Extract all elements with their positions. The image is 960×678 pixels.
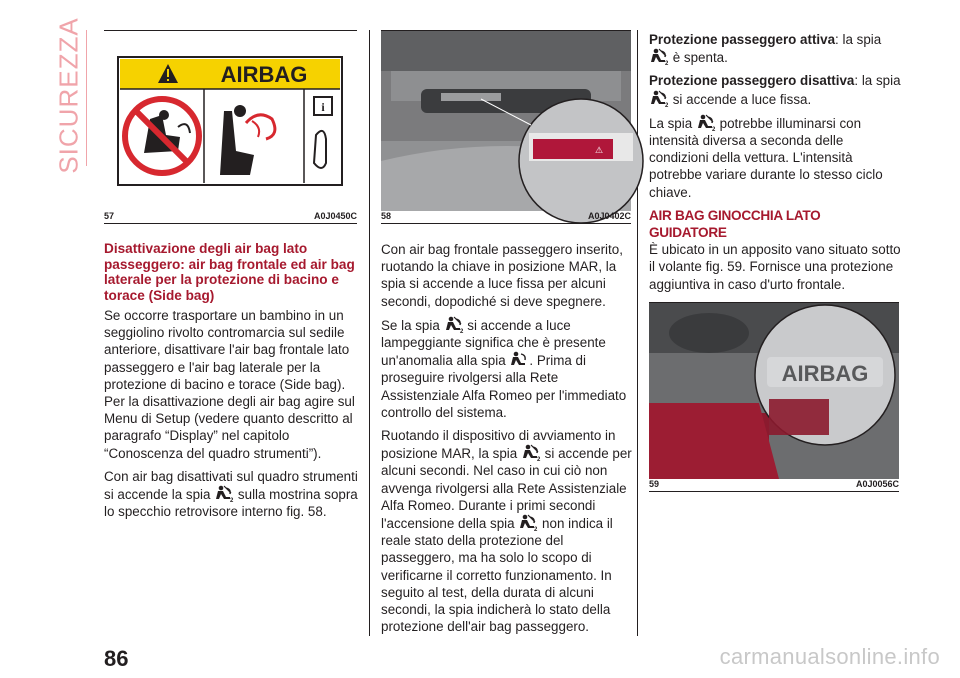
figure-59-number: 59 (649, 479, 660, 489)
svg-text:2: 2 (665, 61, 669, 68)
figure-59-code: A0J0056C (855, 479, 899, 489)
passenger-airbag-off-icon (650, 48, 669, 68)
col3-paragraph-3: La spia 2 potrebbe illuminarsi con intensità diversa a seconda delle condizioni della vettura. L'intensità potrebbe variare durante lo stesso ciclo chiave. (649, 115, 883, 200)
column-1-text (104, 241, 359, 526)
passenger-airbag-off-icon (697, 114, 715, 131)
rear-view-mirror-panel-photo (381, 31, 631, 211)
section-rule (86, 30, 87, 166)
label-airbag-text: AIRBAG (220, 62, 308, 87)
svg-text:2: 2 (665, 102, 669, 109)
deactivation-heading: Disattivazione degli air bag lato passeggero: air bag frontale ed air bag laterale per la protezione di bacino e torace (Side bag) (104, 241, 355, 303)
col3-active-paragraph: Protezione passeggero attiva: la spia 2 è spenta. (649, 32, 882, 68)
svg-text:⚠: ⚠ (594, 145, 604, 155)
passenger-airbag-off-icon (519, 514, 538, 534)
passenger-airbag-off-icon (650, 90, 668, 107)
figure-58-code: A0J0402C (587, 211, 631, 221)
svg-text:2: 2 (536, 457, 541, 464)
passenger-airbag-off-icon (215, 485, 234, 505)
col3-paragraph-4: È ubicato in un apposito vano situato sotto il volante fig. 59. Fornisce una protezione aggiuntiva in caso d'urto frontale. (649, 242, 901, 292)
svg-text:2: 2 (534, 527, 538, 534)
figure-57 (104, 30, 357, 226)
svg-text:2: 2 (459, 328, 463, 335)
figure-58-number: 58 (381, 211, 392, 221)
figure-58 (381, 30, 631, 226)
inactive-protection-label: Protezione passeggero disattiva (649, 73, 855, 89)
section-title: SICUREZZA (53, 16, 84, 174)
airbag-warning-icon (510, 351, 528, 368)
figure-57-code: A0J0450C (313, 211, 357, 221)
knee-airbag-heading: AIR BAG GINOCCHIA LATO GUIDATORE (649, 207, 821, 241)
svg-text:2: 2 (711, 126, 716, 133)
svg-text:2: 2 (230, 498, 234, 505)
col2-paragraph-2: Se la spia 2 si accende a luce lampeggiante significa che è presente un'anomalia alla spia . Prima di proseguire rivolgersi alla Rete Assistenziale Alfa Romeo per l'immediato controllo del sistema. (381, 317, 627, 420)
col2-paragraph-1: Con air bag frontale passeggero inserito, ruotando la chiave in posizione MAR, la spia si accende a luce fissa per alcuni secondi, dopodiché si deve spegnere. (381, 242, 623, 309)
col1-paragraph-2: Con air bag disattivati sul quadro strumenti si accende la spia 2 sulla mostrina sopra lo specchio retrovisore interno fig. 58. (104, 468, 358, 520)
column-divider-1 (369, 30, 370, 636)
watermark: carmanualsonline.info (719, 644, 940, 669)
col1-paragraph-1: Se occorre trasportare un bambino in un seggiolino rivolto contromarcia sul sedile anteriore, disattivare l'air bag frontale lato passeggero e l'air bag laterale per la protezione di bacino e torace (Side bag). Per la disattivazione degli air bag agire sul Menu di Setup (vedere quanto descritto al paragrafo “Display” nel capitolo “Conoscenza del quadro strumenti”). (104, 308, 355, 461)
col3-inactive-paragraph: Protezione passeggero disattiva: la spia 2 si accende a luce fissa. (649, 73, 901, 109)
column-3-text (649, 31, 901, 299)
airbag-warning-label-illustration (104, 31, 357, 211)
column-2-text (381, 241, 633, 641)
col2-paragraph-3: Ruotando il dispositivo di avviamento in posizione MAR, la spia 2 si accende per alcuni secondi. Nel caso in cui ciò non avvenga rivolgersi alla Rete Assistenziale Alfa Romeo. Durante i primi secondi l'accensione della spia 2 non indica il reale stato della protezione del passeggero, ma ha solo lo scopo di verificarne il corretto funzionamento. In seguito al test, della durata di alcuni secondi, la spia indicherà lo stato della protezione dell'air bag passeggero. (381, 428, 632, 635)
passenger-airbag-off-icon (522, 444, 541, 464)
passenger-airbag-off-icon (445, 316, 463, 333)
column-divider-2 (637, 30, 638, 636)
figure-59 (649, 302, 899, 494)
knee-airbag-label-text: AIRBAG (781, 361, 869, 386)
knee-airbag-photo (649, 303, 899, 479)
page-number: 86 (104, 646, 129, 671)
figure-57-number: 57 (104, 211, 115, 221)
svg-text:i: i (321, 100, 325, 114)
active-protection-label: Protezione passeggero attiva (649, 32, 836, 47)
